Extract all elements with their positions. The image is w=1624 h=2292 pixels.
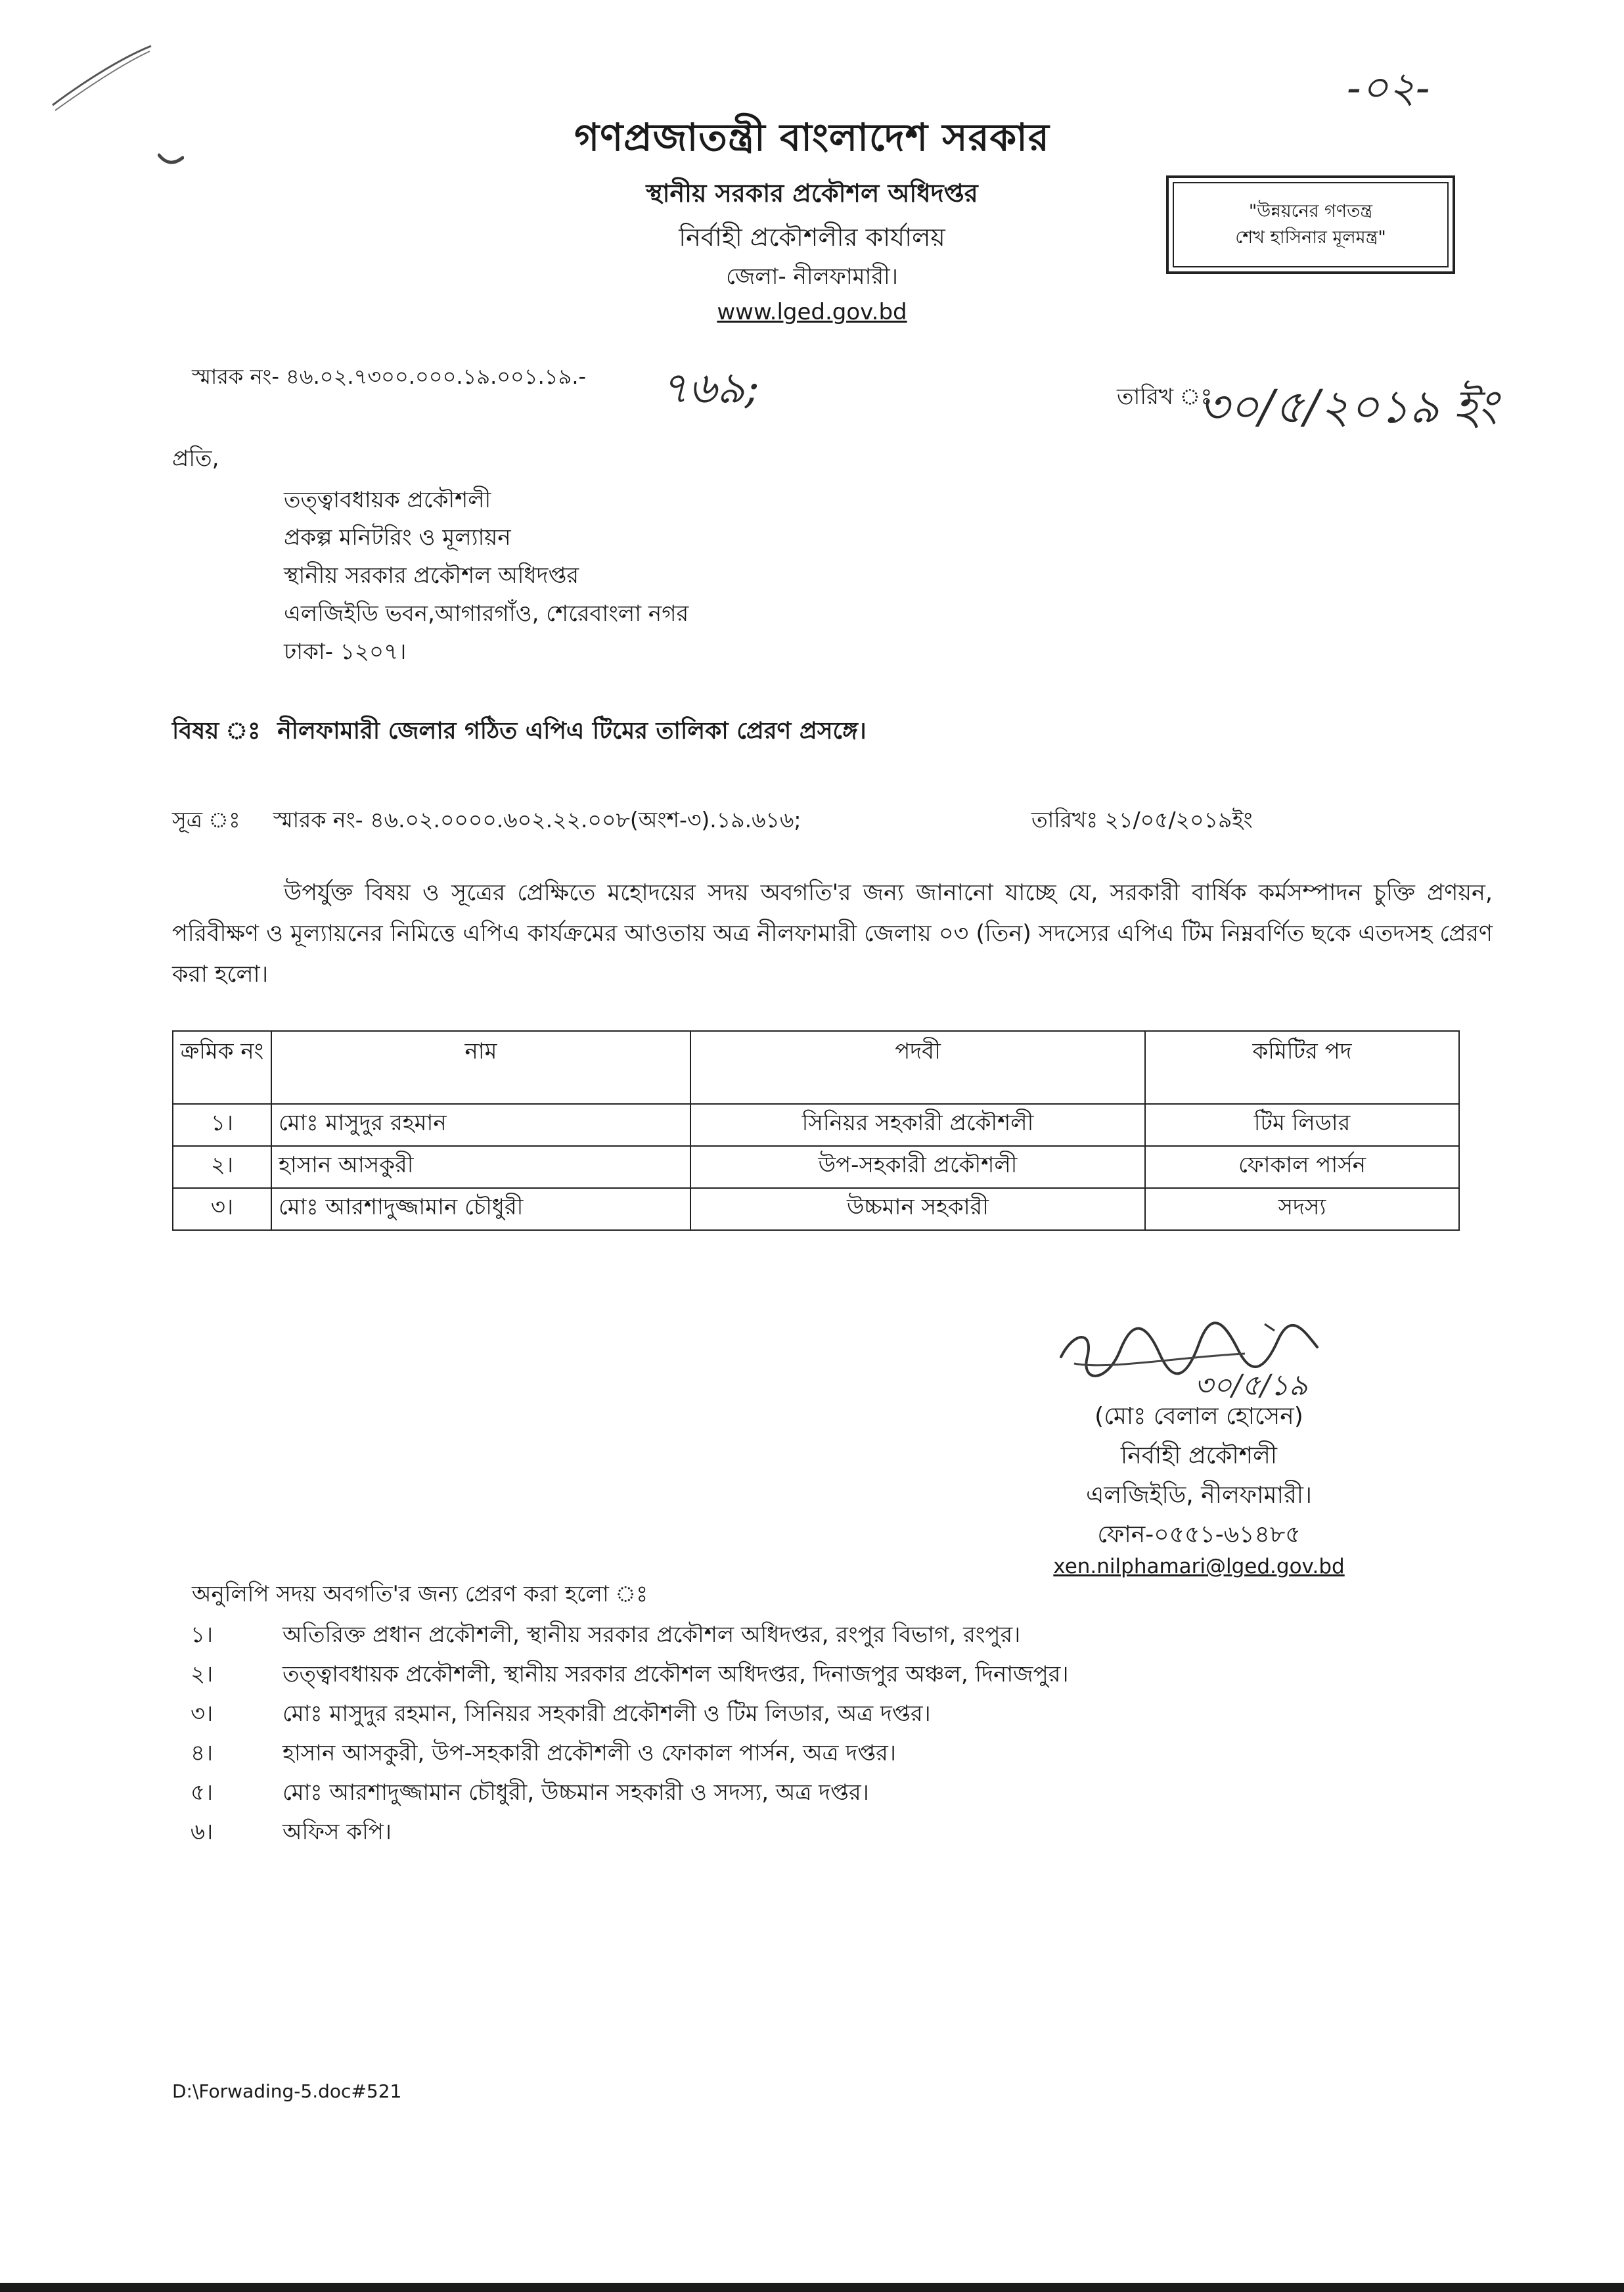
slogan-box (1166, 175, 1455, 274)
copy-item-number: ৬। (191, 1819, 214, 1845)
website-link-row (0, 299, 1624, 325)
row-serial: ২। (173, 1146, 271, 1188)
copy-item-number: ৩। (191, 1701, 214, 1727)
signer-name: (মোঃ বেলাল হোসেন) (1094, 1403, 1303, 1430)
recipient-line: তত্ত্বাবধায়ক প্রকৌশলী (284, 487, 491, 513)
table-row (173, 1146, 1459, 1188)
subject-text: নীলফামারী জেলার গঠিত এপিএ টিমের তালিকা প্রেরণ প্রসঙ্গে। (277, 718, 867, 745)
subject-line (172, 713, 867, 752)
subject-label: বিষয় ঃ (172, 718, 261, 745)
recipient-line: এলজিইডি ভবন,আগারগাঁও, শেরেবাংলা নগর (284, 601, 689, 627)
row-committee-role: টিম লিডার (1145, 1104, 1459, 1146)
district-name: জেলা- নীলফামারী। (726, 264, 898, 290)
signer-phone: ফোন-০৫৫১-৬১৪৮৫ (1097, 1521, 1301, 1548)
row-committee-role: সদস্য (1145, 1188, 1459, 1230)
recipient-line: প্রকল্প মনিটরিং ও মূল্যায়ন (284, 524, 511, 551)
row-serial: ১। (173, 1104, 271, 1146)
memo-handwritten-number: ৭৬৯; (660, 363, 759, 413)
table-row (173, 1104, 1459, 1146)
row-post: উপ-সহকারী প্রকৌশলী (690, 1146, 1145, 1188)
government-title: গণপ্রজাতন্ত্রী বাংলাদেশ সরকার (574, 115, 1050, 160)
row-name: মোঃ মাসুদুর রহমান (271, 1104, 690, 1146)
website-link[interactable]: www.lged.gov.bd (717, 299, 907, 325)
signer-email-row (985, 1552, 1412, 1579)
slogan-line-1: "উন্নয়নের গণতন্ত্র (1248, 200, 1373, 221)
copy-item-text: মোঃ আরশাদুজ্জামান চৌধুরী, উচ্চমান সহকারী ও সদস্য, অত্র দপ্তর। (282, 1779, 869, 1806)
header-serial: ক্রমিক নং (173, 1031, 271, 1104)
row-post: সিনিয়র সহকারী প্রকৌশলী (690, 1104, 1145, 1146)
file-path-footer: D:\Forwading-5.doc#521 (172, 2080, 402, 2102)
copy-item-text: তত্ত্বাবধায়ক প্রকৌশলী, স্থানীয় সরকার প্রকৌশল অধিদপ্তর, দিনাজপুর অঞ্চল, দিনাজপুর। (282, 1661, 1069, 1687)
slogan-line-2: শেখ হাসিনার মূলমন্ত্র" (1235, 227, 1386, 248)
copy-item-number: ৪। (191, 1740, 214, 1766)
reference-line (172, 803, 801, 840)
reference-date: তারিখঃ ২১/০৫/২০১৯ইং (1031, 807, 1253, 833)
copy-heading: অনুলিপি সদয় অবগতি'র জন্য প্রেরণ করা হলো ঃ (192, 1581, 648, 1607)
row-name: হাসান আসকুরী (271, 1146, 690, 1188)
table-row (173, 1188, 1459, 1230)
apa-team-table (172, 1030, 1460, 1231)
reference-text: স্মারক নং- ৪৬.০২.০০০০.৬০২.২২.০০৮(অংশ-৩).১৯.৬১৬; (273, 807, 801, 833)
row-committee-role: ফোকাল পার্সন (1145, 1146, 1459, 1188)
signer-email-link[interactable]: xen.nilphamari@lged.gov.bd (1053, 1555, 1345, 1578)
header-name: নাম (271, 1031, 690, 1104)
signer-designation: নির্বাহী প্রকৌশলী (1120, 1442, 1278, 1469)
copy-item-text: মোঃ মাসুদুর রহমান, সিনিয়র সহকারী প্রকৌশলী ও টিম লিডার, অত্র দপ্তর। (282, 1701, 931, 1727)
copy-item-text: হাসান আসকুরী, উপ-সহকারী প্রকৌশলী ও ফোকাল পার্সন, অত্র দপ্তর। (282, 1740, 897, 1766)
reference-label: সূত্র ঃ (172, 807, 240, 833)
copy-item-number: ২। (191, 1661, 214, 1687)
table-header-row (173, 1031, 1459, 1104)
recipient-line: স্থানীয় সরকার প্রকৌশল অধিদপ্তর (284, 562, 579, 589)
row-post: উচ্চমান সহকারী (690, 1188, 1145, 1230)
page-number-mark: -০২- (1347, 64, 1430, 112)
signature-handwritten-date: ৩০/৫/১৯ (1194, 1369, 1308, 1402)
pen-stroke-mark (46, 39, 158, 118)
scan-bottom-edge (0, 2283, 1624, 2292)
date-label: তারিখ ঃ (1117, 384, 1213, 410)
header-committee-role: কমিটির পদ (1145, 1031, 1459, 1104)
handwritten-date: ৩০/৫/২০১৯ ইং (1199, 380, 1498, 434)
copy-item-number: ১। (191, 1622, 214, 1648)
row-serial: ৩। (173, 1188, 271, 1230)
copy-item-text: অফিস কপি। (282, 1819, 392, 1845)
row-name: মোঃ আরশাদুজ্জামান চৌধুরী (271, 1188, 690, 1230)
recipient-line: ঢাকা- ১২০৭। (284, 639, 407, 665)
copy-item-text: অতিরিক্ত প্রধান প্রকৌশলী, স্থানীয় সরকার প্রকৌশল অধিদপ্তর, রংপুর বিভাগ, রংপুর। (282, 1622, 1021, 1648)
signer-office: এলজিইডি, নীলফামারী। (1086, 1482, 1312, 1509)
copy-item-number: ৫। (191, 1779, 214, 1806)
office-name: নির্বাহী প্রকৌশলীর কার্যালয় (679, 223, 945, 252)
memo-number: স্মারক নং- ৪৬.০২.৭৩০০.০০০.১৯.০০১.১৯.- (192, 364, 587, 389)
body-paragraph: উপর্যুক্ত বিষয় ও সূত্রের প্রেক্ষিতে মহোদয়ের সদয় অবগতি'র জন্য জানানো যাচ্ছে যে, সরকারী বার্ষিক কর্মসম্পাদন চুক্তি প্রণয়ন, পরিবীক্ষণ ও মূল্যায়নের নিমিত্তে এপিএ কার্যক্রমের আওতায় অত্র নীলফামারী জেলায় ০৩ (তিন) সদস্যের এপিএ টিম নিম্নবর্ণিত ছকে এতদসহ প্রেরণ করা হলো। (172, 880, 1493, 988)
header-post: পদবী (690, 1031, 1145, 1104)
to-label: প্রতি, (172, 446, 219, 472)
department-name: স্থানীয় সরকার প্রকৌশল অধিদপ্তর (646, 179, 978, 208)
